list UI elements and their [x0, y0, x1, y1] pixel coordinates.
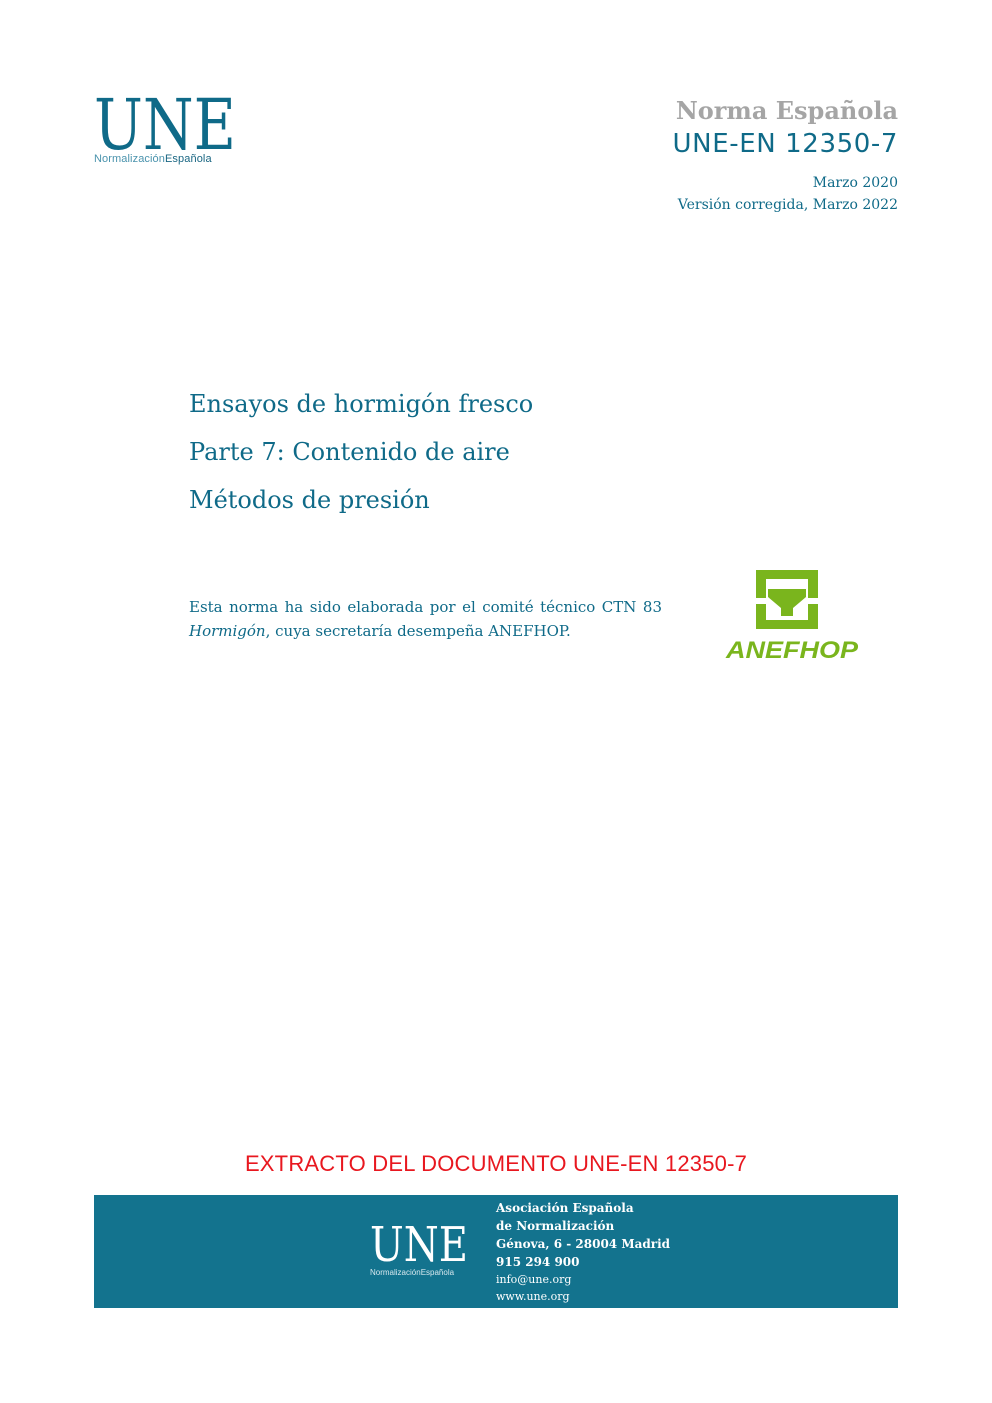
svg-text:UNE: UNE — [94, 92, 236, 152]
org-email[interactable]: info@une.org — [496, 1273, 572, 1286]
une-logo — [94, 92, 244, 165]
footer-contact — [496, 1199, 670, 1305]
org-address: Génova, 6 - 28004 Madrid — [496, 1237, 671, 1251]
org-phone: 915 294 900 — [496, 1255, 580, 1269]
committee-name: Hormigón — [189, 622, 266, 640]
footer-band — [94, 1195, 898, 1308]
title-main: Ensayos de hormigón fresco — [189, 390, 534, 418]
document-titles — [189, 386, 533, 530]
anefhop-wordmark: ANEFHOP — [724, 637, 860, 662]
org-name-line1: Asociación Española — [496, 1201, 634, 1215]
standard-type-label: Norma Española — [675, 96, 898, 125]
standard-code: UNE-EN 12350-7 — [672, 129, 898, 159]
publication-date: Marzo 2020 — [812, 175, 898, 191]
revision-date: Versión corregida, Marzo 2022 — [677, 197, 898, 213]
title-part: Parte 7: Contenido de aire — [189, 438, 510, 466]
standard-dates — [673, 172, 898, 216]
svg-text:UNE: UNE — [370, 1221, 468, 1263]
anefhop-emblem-icon — [756, 570, 818, 629]
org-website[interactable]: www.une.org — [496, 1290, 570, 1303]
footer-une-logo-subtitle: NormalizaciónEspañola — [370, 1268, 455, 1277]
committee-statement: Esta norma ha sido elaborada por el comité técnico CTN 83 Hormigón, cuya secretaría desempeña ANEFHOP. — [189, 598, 662, 640]
extract-notice: EXTRACTO DEL DOCUMENTO UNE-EN 12350-7 — [244, 1151, 748, 1176]
org-name-line2: de Normalización — [496, 1219, 615, 1233]
une-logo-mark — [94, 92, 236, 152]
anefhop-logo — [722, 568, 862, 662]
footer-une-logo — [370, 1221, 470, 1277]
une-logo-subtitle: NormalizaciónEspañola — [94, 153, 212, 165]
footer-une-logo-mark — [370, 1221, 468, 1263]
title-method: Métodos de presión — [189, 486, 430, 514]
standard-header — [673, 96, 898, 216]
